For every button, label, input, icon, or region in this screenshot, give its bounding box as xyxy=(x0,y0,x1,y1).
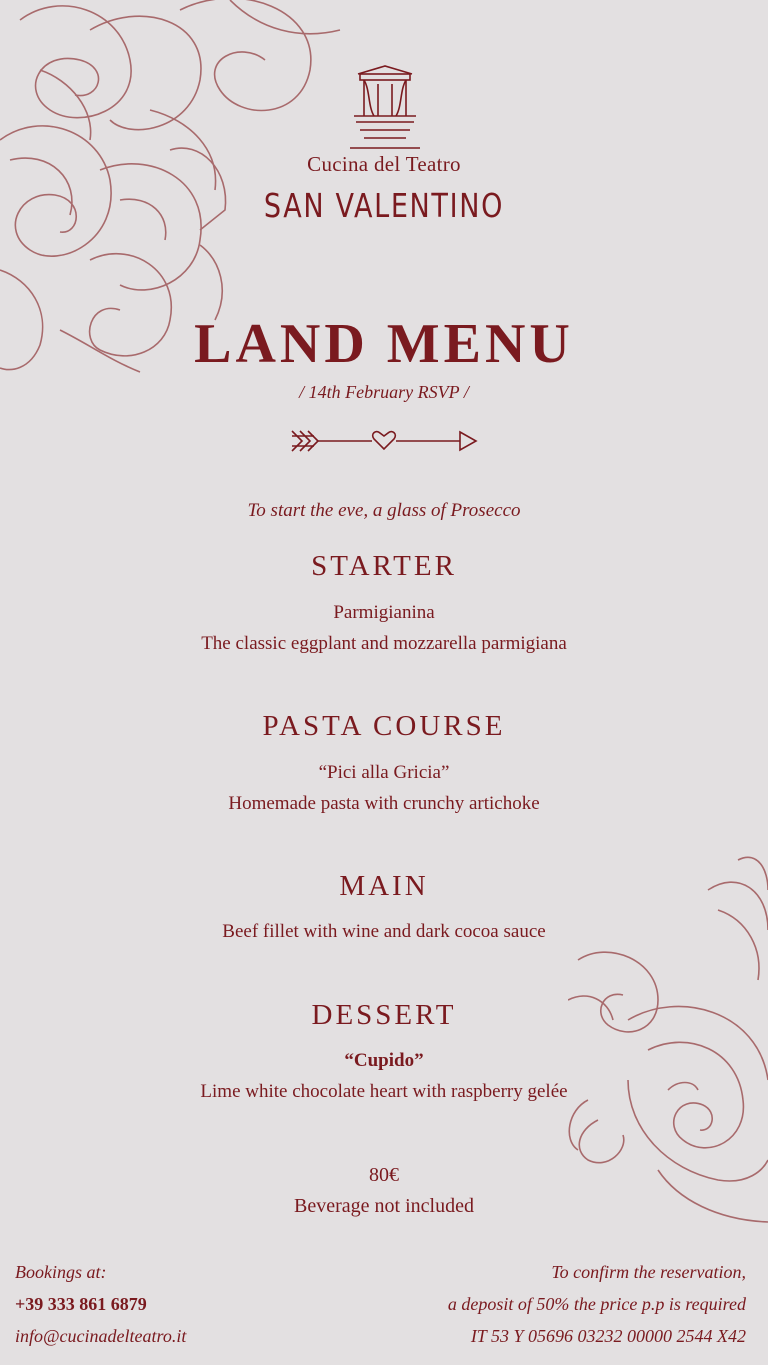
reservation-info xyxy=(448,1256,746,1352)
bookings-info xyxy=(15,1256,186,1352)
course-dessert-dish: “Cupido” xyxy=(344,1050,424,1071)
event-name: SAN VALENTINO xyxy=(263,186,505,225)
course-dessert-description: Lime white chocolate heart with raspberry gelée xyxy=(200,1081,568,1102)
course-pasta-dish: “Pici alla Gricia” xyxy=(318,762,450,783)
course-starter-dish: Parmigianina xyxy=(333,602,435,623)
theatre-logo-icon xyxy=(344,62,426,154)
course-starter-description: The classic eggplant and mozzarella parmigiana xyxy=(201,633,567,654)
phone-number[interactable]: +39 333 861 6879 xyxy=(15,1294,147,1314)
bookings-label: Bookings at: xyxy=(15,1262,107,1282)
course-main-title: MAIN xyxy=(339,870,429,902)
email-address[interactable]: info@cucinadelteatro.it xyxy=(15,1326,187,1346)
course-main-dish: Beef fillet with wine and dark cocoa sauce xyxy=(222,921,546,942)
price-note: Beverage not included xyxy=(294,1195,474,1217)
course-starter-title: STARTER xyxy=(311,550,457,582)
arrow-heart-divider-icon xyxy=(290,428,480,454)
menu-subtitle: / 14th February RSVP / xyxy=(299,382,469,402)
confirm-line-1: To confirm the reservation, xyxy=(551,1262,746,1282)
intro-text: To start the eve, a glass of Prosecco xyxy=(247,500,521,521)
restaurant-name: Cucina del Teatro xyxy=(307,152,461,176)
price-block xyxy=(0,1160,768,1222)
course-pasta-description: Homemade pasta with crunchy artichoke xyxy=(228,793,540,814)
course-dessert-title: DESSERT xyxy=(311,999,457,1031)
confirm-line-2: a deposit of 50% the price p.p is required xyxy=(447,1294,746,1314)
price-amount: 80€ xyxy=(369,1164,399,1186)
course-pasta-title: PASTA COURSE xyxy=(262,710,506,742)
iban: IT 53 Y 05696 03232 00000 2544 X42 xyxy=(470,1326,746,1346)
menu-title: LAND MENU xyxy=(194,313,574,375)
